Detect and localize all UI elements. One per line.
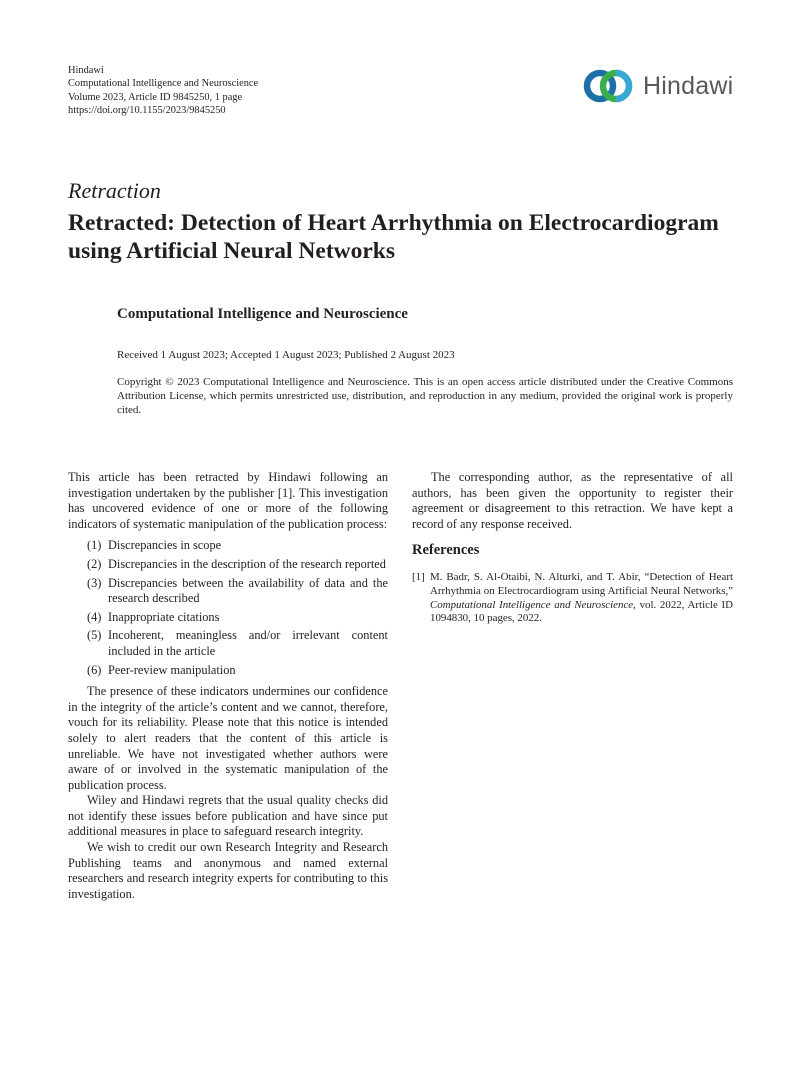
author-response-paragraph: The corresponding author, as the representative of all authors, has been given the opportunity to register their agreement or disagreement to this retraction. We have kept a record of any response received. [412, 470, 733, 531]
indicator-list [68, 538, 388, 678]
doi-link[interactable]: https://doi.org/10.1155/2023/9845250 [68, 105, 226, 117]
article-meta [68, 64, 258, 118]
list-item [68, 538, 388, 554]
list-item [68, 628, 388, 659]
volume-line: Volume 2023, Article ID 9845250, 1 page [68, 91, 243, 103]
list-item-text: Discrepancies in the description of the research reported [108, 556, 386, 571]
list-item [68, 663, 388, 679]
list-item-number: (3) [87, 575, 102, 590]
list-item-text: Inappropriate citations [108, 609, 220, 624]
reference-number: [1] [412, 570, 425, 583]
list-item [68, 576, 388, 607]
copyright-notice: Copyright © 2023 Computational Intelligence and Neuroscience. This is an open access article distributed under the Creative Commons Attribution License, which permits unrestricted use, distribution, and reproduction in any medium, provided the original work is properly cited. [117, 376, 733, 416]
list-item-text: Incoherent, meaningless and/or irrelevant content included in the article [108, 628, 388, 658]
hindawi-rings-icon [583, 65, 635, 107]
right-column [412, 470, 733, 626]
reference-journal: Computational Intelligence and Neuroscience [430, 598, 634, 611]
list-item-number: (2) [87, 556, 102, 571]
article-type: Retraction [68, 178, 161, 203]
article-author: Computational Intelligence and Neuroscience [117, 306, 408, 322]
publisher-name: Hindawi [68, 65, 104, 76]
list-item [68, 557, 388, 573]
list-item-text: Peer-review manipulation [108, 662, 236, 677]
indicators-paragraph: The presence of these indicators undermines our confidence in the integrity of the article’s content and we cannot, therefore, vouch for its reliability. Please note that this notice is intended solely to alert readers that the content of this article is unreliable. We have not investigated whether authors were aware of or involved in the systematic manipulation of the publication process. [68, 684, 388, 792]
credits-paragraph: We wish to credit our own Research Integrity and Research Publishing teams and anonymous and named external researchers and research integrity experts for contributing to this investigation. [68, 840, 388, 901]
list-item [68, 610, 388, 626]
reference-authors-title: M. Badr, S. Al-Otaibi, N. Alturki, and T. Abir, “Detection of Heart Arrhythmia on Electrocardiogram using Artificial Neural Networks,” [430, 570, 733, 597]
journal-name: Computational Intelligence and Neuroscience [68, 78, 259, 90]
article-title: Retracted: Detection of Heart Arrhythmia on Electrocardiogram using Artificial Neural Networks [68, 210, 719, 264]
list-item-text: Discrepancies between the availability of data and the research described [108, 575, 388, 606]
logo-wordmark: Hindawi [643, 71, 734, 100]
article-dates: Received 1 August 2023; Accepted 1 August 2023; Published 2 August 2023 [117, 349, 455, 361]
reference-text [430, 571, 733, 626]
list-item-number: (1) [87, 538, 102, 553]
references-heading: References [412, 542, 480, 559]
list-item-number: (6) [87, 662, 102, 677]
reference-details: , vol. 2022, Article ID 1094830, 10 pages, 2022. [430, 598, 733, 625]
list-item-text: Discrepancies in scope [108, 538, 222, 553]
reference-item [412, 571, 733, 626]
intro-paragraph: This article has been retracted by Hindawi following an investigation undertaken by the publisher [1]. This investigation has uncovered evidence of one or more of the following indicators of systematic manipulation of the publication process: [68, 470, 388, 531]
list-item-number: (4) [87, 609, 102, 624]
quality-checks-paragraph: Wiley and Hindawi regrets that the usual quality checks did not identify these issues before publication and have since put additional measures in place to safeguard research integrity. [68, 793, 388, 839]
hindawi-logo [583, 64, 733, 108]
list-item-number: (5) [87, 628, 102, 643]
left-column [68, 470, 388, 902]
